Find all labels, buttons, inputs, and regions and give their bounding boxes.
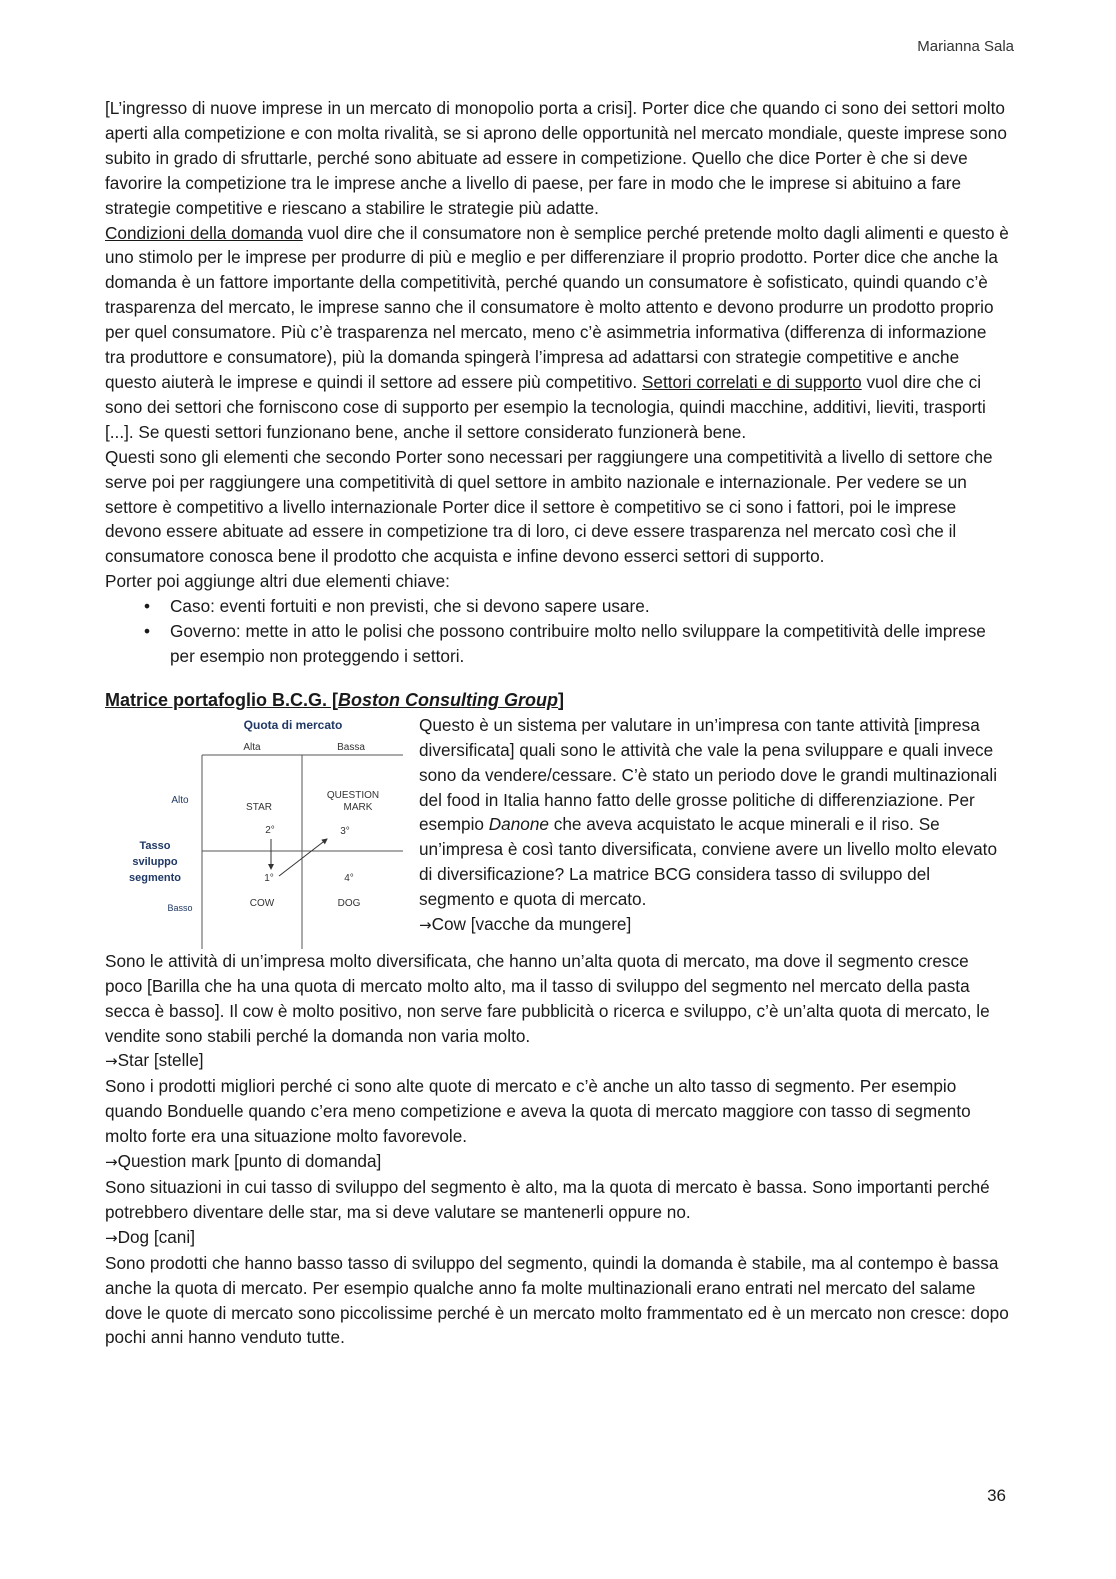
dog-heading: →Dog [cani] — [105, 1226, 195, 1247]
arrow-right-icon: → — [105, 1052, 118, 1071]
star-heading: →Star [stelle] — [105, 1050, 204, 1071]
question-heading: →Question mark [punto di domanda] — [105, 1151, 382, 1172]
order-4: 4° — [344, 872, 354, 884]
page-content — [105, 96, 1010, 1350]
demand-text: vuol dire che il consumatore non è semplice perché pretende molto dagli alimenti e questo è uno stimolo per le imprese per produrre di più e meglio e per differenziare il proprio prodotto. Porter dice che anche la domanda è un fattore importante della competitività, perché quando un consumatore è sofisticato, quindi quando c’è trasparenza del mercato, le imprese sanno che il consumatore è molto attento e devono produrre un prodotto proprio per quel consumatore. Più c’è trasparenza nel mercato, meno c’è asimmetria informativa (differenza di informazione tra produttore e consumatore), più la domanda spingerà l’impresa ad adattarsi con strategie competitive e anche questo aiuterà le imprese e quindi il settore ad essere più competitivo. — [105, 222, 1009, 392]
growth-label-line1: Tasso — [139, 839, 171, 852]
row-low-label: Basso — [167, 902, 193, 913]
quadrant-dog-label: DOG — [337, 897, 361, 909]
quadrant-star-label: STAR — [246, 801, 272, 813]
growth-label-line2: sviluppo — [132, 855, 178, 868]
section-title-bcg: Matrice portafoglio B.C.G. [Boston Consulting Group] — [105, 689, 564, 710]
order-3: 3° — [340, 825, 350, 837]
dog-paragraph: Sono prodotti che hanno basso tasso di sviluppo del segmento, quindi la domanda è stabile, ma al contempo è bassa anche la quota di mercato. Per esempio qualche anno fa molte multinazionali erano entrati nel mercato del salame dove le quote di mercato sono piccolissime perché è un mercato molto frammentato ed è un mercato non cresce: dopo pochi anni hanno venduto tutte. — [105, 1252, 1009, 1348]
demand-term: Condizioni della domanda — [105, 222, 303, 243]
market-share-title: Quota di mercato — [243, 717, 343, 732]
arrow-right-icon: → — [105, 1153, 118, 1172]
key-elements-list — [105, 594, 1010, 669]
bcg-section — [105, 713, 1010, 949]
order-1: 1° — [264, 872, 274, 884]
list-item: • Caso: eventi fortuiti e non previsti, che si devono sapere usare. — [170, 594, 1010, 619]
bcg-description: Questo è un sistema per valutare in un’impresa con tante attività [impresa diversificata] quali sono le attività che vale la pena sviluppare e quali invece sono da vendere/cessare. C’è stato un periodo dove le grandi multinazionali del food in Italia hanno fatto delle grosse politiche di differenziazione. Per esempio Danone che aveva acquistato le acque minerali e il riso. Se un’impresa è così tanto diversificata, conviene avere un livello molto elevato di diversificazione? La matrice BCG considera tasso di sviluppo del segmento e quota di mercato. →Cow [vacche da mungere] — [419, 713, 1009, 938]
arrow-right-icon: → — [105, 1228, 118, 1247]
cow-paragraph: Sono le attività di un’impresa molto diversificata, che hanno un’alta quota di mercato, ma dove il segmento cresce poco [Barilla che ha una quota di mercato molto alto, ma il tasso di sviluppo del segmento nel mercato della pasta secca è basso]. Il cow è molto positivo, non serve fare pubblicità o ricerca e sviluppo, c’è un’alta quota di mercato, le vendite sono stabili perché la domanda non varia molto. — [105, 950, 990, 1046]
related-sectors-term: Settori correlati e di supporto — [641, 371, 862, 392]
bcg-matrix-figure — [105, 713, 405, 949]
arrow-cow-to-question — [279, 839, 327, 876]
elements-paragraph: Questi sono gli elementi che secondo Porter sono necessari per raggiungere una competitività a livello di settore che serve poi per raggiungere una competitività di quel settore in ambito nazionale e internazionale. Per vedere se un settore è competitivo a livello internazionale Porter dice il settore è competitivo se ci sono i fattori, poi le imprese devono essere abituate ad essere in competizione tra di loro, ci deve essere trasparenza nel mercato così che il consumatore conosca bene il prodotto che acquista e infine devono esserci settori di supporto. — [105, 446, 993, 567]
column-high-label: Alta — [243, 741, 261, 753]
list-item: • Governo: mette in atto le polisi che possono contribuire molto nello sviluppare la competitività delle imprese per esempio non proteggendo i settori. — [170, 619, 1010, 669]
star-paragraph: Sono i prodotti migliori perché ci sono alte quote di mercato e c’è anche un alto tasso di segmento. Per esempio quando Bonduelle quando c’era meno competizione e aveva la quota di mercato maggiore con tasso di segmento molto forte era una situazione molto favorevole. — [105, 1076, 971, 1147]
intro-paragraph: [L’ingresso di nuove imprese in un mercato di monopolio porta a crisi]. Porter dice che quando ci sono dei settori molto aperti alla competizione e con molta rivalità, se si aprono delle opportunità nel mercato mondiale, queste imprese sono subito in grado di sfruttarle, perché sono abituate ad essere in competizione. Quello che dice Porter è che si deve favorire la competizione tra le imprese anche a livello di paese, per fare in modo che le imprese si abituino a fare strategie competitive e riescano a stabilire le strategie più adatte. — [105, 98, 1007, 218]
arrow-right-icon: → — [419, 916, 432, 935]
row-high-label: Alto — [171, 794, 189, 806]
question-paragraph: Sono situazioni in cui tasso di sviluppo del segmento è alto, ma la quota di mercato è bassa. Sono importanti perché potrebbero diventare delle star, ma si deve valutare se mantenerli oppure no. — [105, 1177, 990, 1222]
header-author: Marianna Sala — [917, 38, 1014, 55]
cow-heading: →Cow [vacche da mungere] — [419, 914, 632, 935]
demand-paragraph — [105, 221, 1010, 445]
page-number: 36 — [987, 1486, 1006, 1505]
growth-label-line3: segmento — [129, 871, 181, 884]
related-sectors-text: vuol dire che ci sono dei settori che forniscono cose di supporto per esempio la tecnologia, quindi macchine, additivi, lieviti, trasporti [...]. Se questi settori funzionano bene, anche il settore considerato funzionerà bene. — [105, 371, 986, 442]
order-2: 2° — [265, 824, 275, 836]
quadrant-question-label-line1: QUESTION — [326, 789, 380, 801]
key-elements-intro: Porter poi aggiunge altri due elementi chiave: — [105, 571, 450, 592]
column-low-label: Bassa — [337, 741, 365, 753]
quadrant-cow-label: COW — [249, 897, 275, 909]
quadrant-question-label-line2: MARK — [343, 801, 373, 813]
